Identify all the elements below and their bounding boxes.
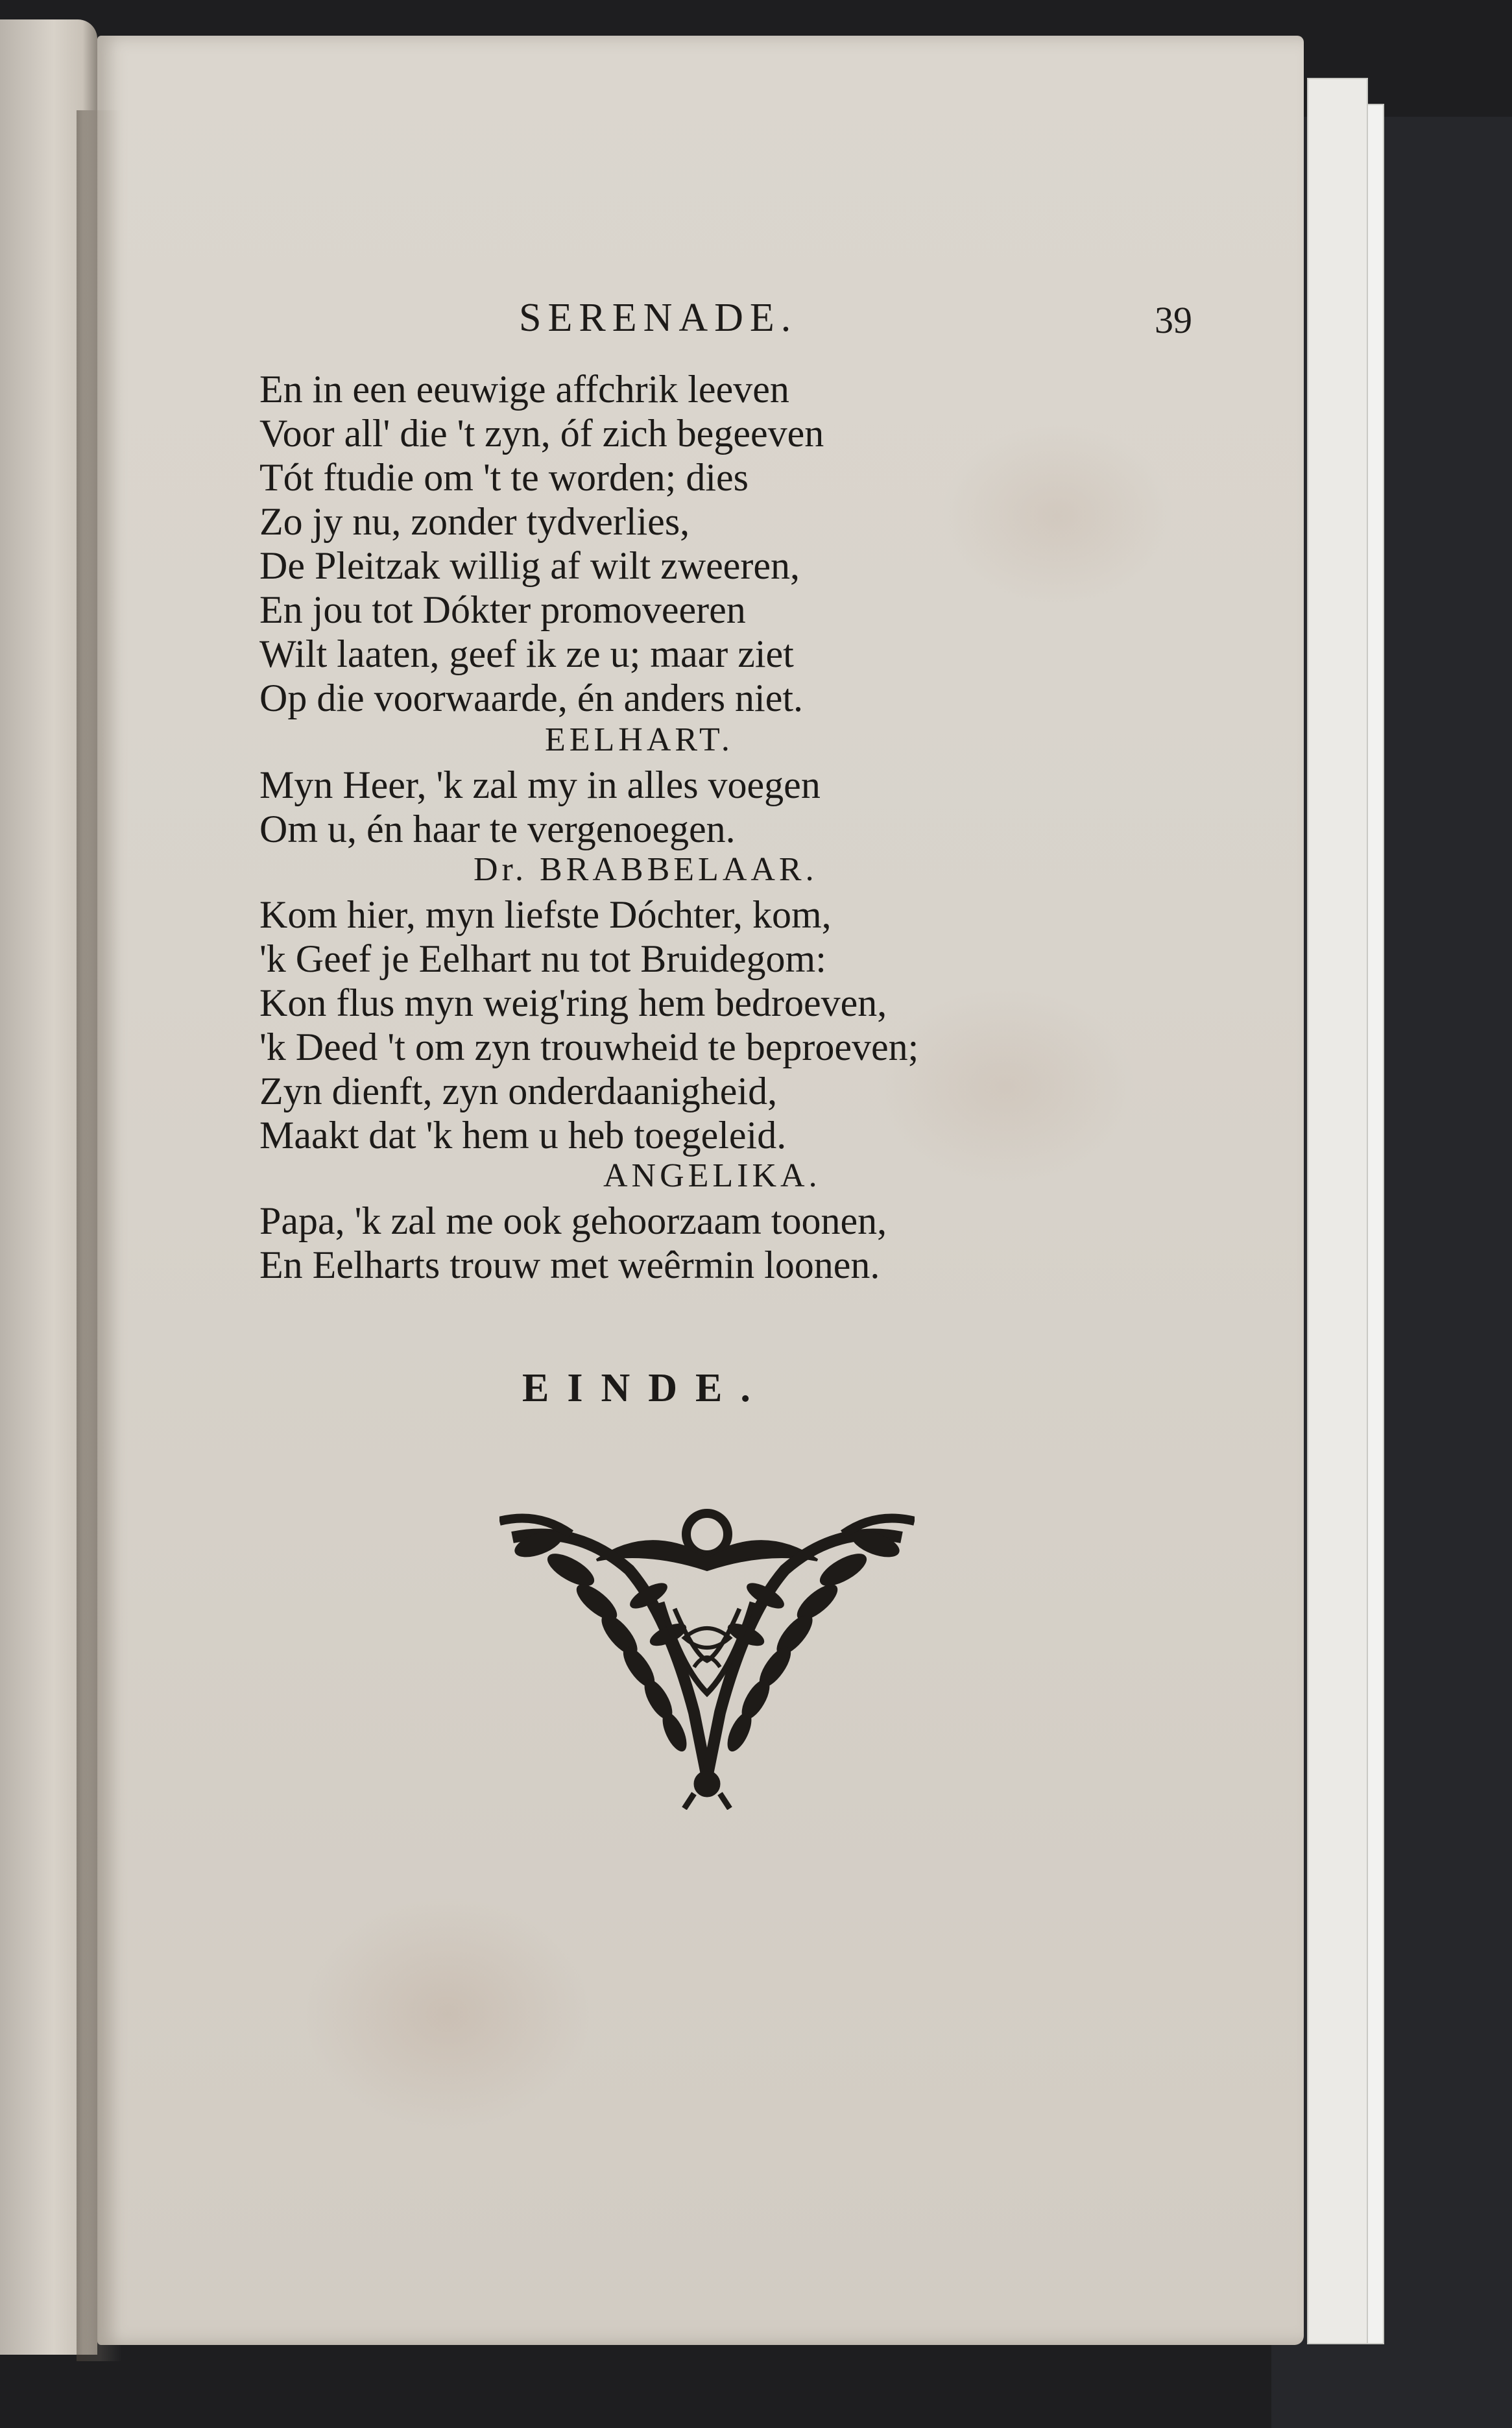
book-gutter xyxy=(77,110,122,2361)
verse-line: Wilt laaten, geef ik ze u; maar ziet xyxy=(259,632,794,675)
verse-line: Zyn dienft, zyn onderdaanigheid, xyxy=(259,1070,778,1112)
speaker-name: ANGELIKA. xyxy=(603,1157,821,1194)
book-page xyxy=(97,36,1304,2345)
einde-heading: EINDE. xyxy=(522,1366,769,1410)
verse-line: Op die voorwaarde, én anders niet. xyxy=(259,677,804,719)
speaker-name: Dr. BRABBELAAR. xyxy=(474,851,818,888)
page-number: 39 xyxy=(1155,299,1192,341)
verse-line: Maakt dat 'k hem u heb toegeleid. xyxy=(259,1114,787,1157)
running-head: SERENADE. xyxy=(519,296,798,340)
wreath-vignette xyxy=(499,1498,915,1810)
verse-line: En in een eeuwige affchrik leeven xyxy=(259,368,789,411)
verse-line: Kom hier, myn liefste Dóchter, kom, xyxy=(259,893,832,936)
verse-line: 'k Deed 't om zyn trouwheid te beproeven; xyxy=(259,1026,919,1068)
verse-line: Papa, 'k zal me ook gehoorzaam toonen, xyxy=(259,1199,887,1242)
verse-line: 'k Geef je Eelhart nu tot Bruidegom: xyxy=(259,937,826,980)
verse-line: Voor all' die 't zyn, óf zich begeeven xyxy=(259,412,824,455)
verse-line: De Pleitzak willig af wilt zweeren, xyxy=(259,544,800,587)
speaker-name: EELHART. xyxy=(545,721,734,758)
verse-line: En jou tot Dókter promoveeren xyxy=(259,588,746,631)
verse-line: Kon flus myn weig'ring hem bedroeven, xyxy=(259,981,887,1024)
page-edge xyxy=(1307,78,1368,2344)
verse-line: Om u, én haar te vergenoegen. xyxy=(259,808,736,850)
verse-line: Tót ftudie om 't te worden; dies xyxy=(259,456,749,499)
verse-line: Myn Heer, 'k zal my in alles voegen xyxy=(259,763,821,806)
verse-line: Zo jy nu, zonder tydverlies, xyxy=(259,500,690,543)
verse-line: En Eelharts trouw met weêrmin loonen. xyxy=(259,1244,880,1286)
